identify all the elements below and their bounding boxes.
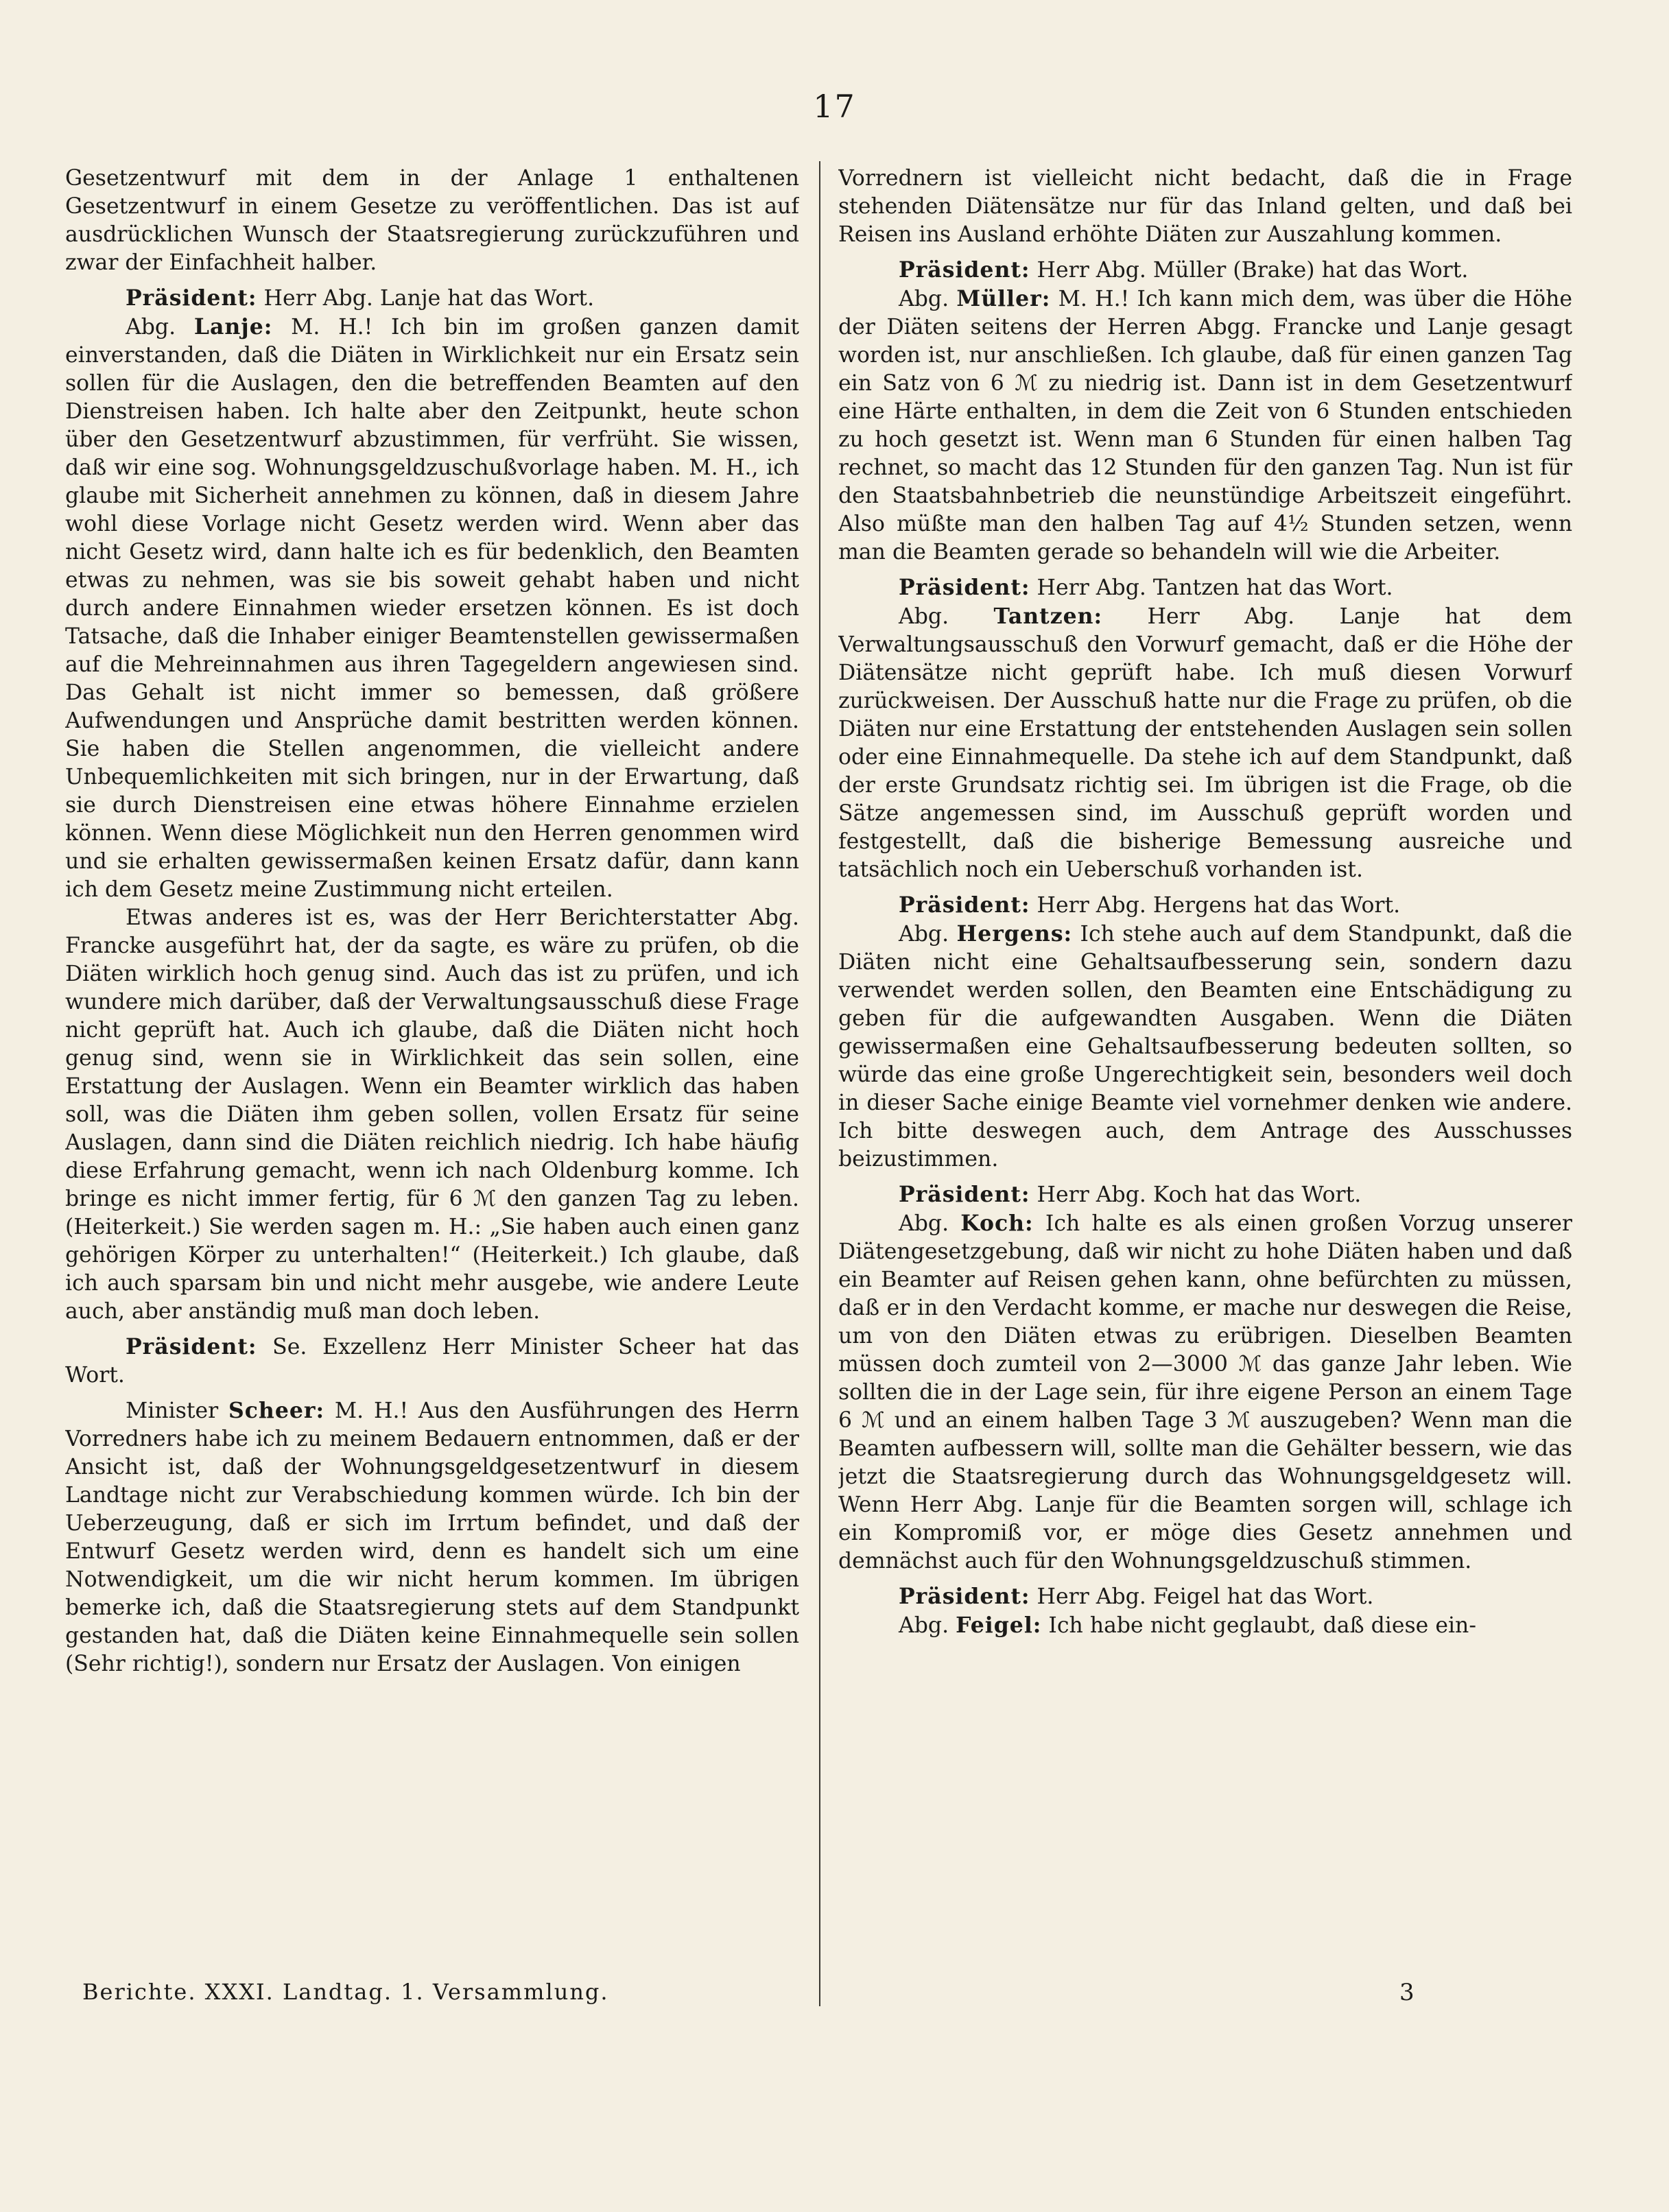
speaker-label: Hergens: (956, 921, 1073, 947)
paragraph-text: Herr Abg. Koch hat das Wort. (1030, 1182, 1362, 1207)
column-divider (819, 161, 820, 2006)
paragraph (838, 891, 1572, 920)
speaker-label: Präsident: (899, 257, 1030, 283)
paragraph (838, 1611, 1572, 1640)
speaker-prefix: Abg. (126, 315, 194, 340)
paragraph (65, 1396, 799, 1678)
paragraph-text: Herr Abg. Lanje hat das Wort. (257, 286, 595, 311)
paragraph (65, 1333, 799, 1390)
paragraph (838, 1209, 1572, 1575)
paragraph: Vorrednern ist vielleicht nicht bedacht, daß die in Frage stehenden Diätensätze nur für das Inland gelten, und daß bei Reisen ins Ausland erhöhte Diäten zur Auszahlung kommen. (838, 166, 1572, 247)
speaker-label: Präsident: (899, 1182, 1030, 1207)
paragraph (838, 1180, 1572, 1209)
page-number: 17 (813, 88, 856, 125)
speaker-prefix: Abg. (899, 287, 957, 311)
left-column (65, 165, 799, 2003)
paragraph-text: Se. Exzellenz Herr Minister Scheer hat das Wort. (65, 1335, 799, 1388)
paragraph-text: M. H.! Aus den Ausführungen des Herrn Vorredners habe ich zu meinem Bedauern entnommen, daß er der Ansicht ist, daß der Wohnungsgeldgesetzentwurf in diesem Landtage nicht zur Verabschiedung kommen würde. Ich bin der Ueberzeugung, daß er sich im Irrtum befindet, und daß der Entwurf Gesetz werden wird, denn es handelt sich um eine Notwendigkeit, um die wir nicht herum kommen. Im übrigen bemerke ich, daß die Staatsregierung stets auf dem Standpunkt gestanden hat, daß die Diäten keine Einnahmequelle sein sollen (Sehr richtig!), sondern nur Ersatz der Auslagen. Von einigen (65, 1399, 799, 1676)
paragraph-text: Ich halte es als einen großen Vorzug unserer Diätengesetzgebung, daß wir nicht zu hohe Diäten haben und daß ein Beamter auf Reisen gehen kann, ohne befürchten zu müssen, daß er in den Verdacht komme, er mache nur deswegen die Reise, um von den Diäten etwas zu erübrigen. Dieselben Beamten müssen doch zumteil von 2—3000 ℳ das ganze Jahr leben. Wie sollten die in der Lage sein, für ihre eigene Person an einem Tage 6 ℳ und an einem halben Tage 3 ℳ auszugeben? Wenn man die Beamten aufbessern will, sollte man die Gehälter bessern, wie das jetzt die Staatsregierung durch das Wohnungsgeldgesetz will. Wenn Herr Abg. Lanje für die Beamten sorgen will, schlage ich ein Kompromiß vor, er möge dies Gesetz annehmen und demnächst auch für den Wohnungsgeldzuschuß stimmen. (838, 1211, 1572, 1573)
paragraph: Gesetzentwurf mit dem in der Anlage 1 enthaltenen Gesetzentwurf in einem Gesetze zu veröffentlichen. Das ist auf ausdrücklichen Wunsch der Staatsregierung zurückzuführen und zwar der Einfachheit halber. (65, 166, 799, 275)
paragraph (838, 1582, 1572, 1611)
paragraph-text: Herr Abg. Lanje hat dem Verwaltungsausschuß den Vorwurf gemacht, daß er die Höhe der Diätensätze nicht geprüft habe. Ich muß diesen Vorwurf zurückweisen. Der Ausschuß hatte nur die Frage zu prüfen, ob die Diäten nur eine Erstattung der entstehenden Auslagen sein sollen oder eine Einnahmequelle. Da stehe ich auf dem Standpunkt, daß der erste Grundsatz richtig sei. Im übrigen ist die Frage, ob die Sätze angemessen sind, im Ausschuß geprüft worden und festgestellt, daß die bisherige Bemessung ausreiche und tatsächlich noch ein Ueberschuß vorhanden ist. (838, 604, 1572, 882)
speaker-label: Präsident: (126, 285, 257, 311)
paragraph-text: Ich stehe auch auf dem Standpunkt, daß die Diäten nicht eine Gehaltsaufbesserung sein, sondern dazu verwendet werden sollen, den Beamten eine Entschädigung zu geben für die aufgewandten Ausgaben. Wenn die Diäten gewissermaßen eine Gehaltsaufbesserung bedeuten sollten, so würde das eine große Ungerechtigkeit sein, besonders weil doch in dieser Sache einige Beamte viel vornehmer denken wie andere. Ich bitte deswegen auch, dem Antrage des Ausschusses beizustimmen. (838, 922, 1572, 1172)
paragraph (838, 602, 1572, 884)
paragraph (838, 285, 1572, 567)
right-column (838, 165, 1572, 2003)
paragraph: Etwas anderes ist es, was der Herr Berichterstatter Abg. Francke ausgeführt hat, der da sagte, es wäre zu prüfen, ob die Diäten wirklich hoch genug sind. Auch das ist zu prüfen, und ich wundere mich darüber, daß der Verwaltungsausschuß diese Frage nicht geprüft hat. Auch ich glaube, daß die Diäten nicht hoch genug sind, wenn sie in Wirklichkeit das sein sollen, eine Erstattung der Auslagen. Wenn ein Beamter wirklich das haben soll, was die Diäten ihm geben sollen, vollen Ersatz für seine Auslagen, dann sind die Diäten reichlich niedrig. Ich habe häufig diese Erfahrung gemacht, wenn ich nach Oldenburg komme. Ich bringe es nicht immer fertig, für 6 ℳ den ganzen Tag zu leben. (Heiterkeit.) Sie werden sagen m. H.: „Sie haben auch einen ganz gehörigen Körper zu unterhalten!“ (Heiterkeit.) Ich glaube, daß ich auch sparsam bin und nicht mehr ausgebe, wie andere Leute auch, aber anständig muß man doch leben. (65, 905, 799, 1324)
speaker-label: Feigel: (956, 1613, 1042, 1638)
speaker-label: Koch: (960, 1211, 1034, 1236)
page-footer: Berichte. XXXI. Landtag. 1. Versammlung. (82, 1979, 609, 2005)
speaker-label: Tantzen: (993, 604, 1103, 629)
paragraph-text: Herr Abg. Feigel hat das Wort. (1030, 1584, 1374, 1609)
speaker-label: Präsident: (126, 1334, 257, 1359)
speaker-prefix: Abg. (899, 604, 994, 629)
speaker-label: Müller: (956, 286, 1051, 311)
speaker-label: Präsident: (899, 1584, 1030, 1609)
paragraph (65, 313, 799, 904)
signature-mark: 3 (1399, 1979, 1414, 2006)
speaker-prefix: Abg. (899, 1613, 956, 1638)
speaker-label: Präsident: (899, 892, 1030, 918)
speaker-label: Scheer: (228, 1398, 325, 1423)
speaker-prefix: Abg. (899, 922, 957, 947)
speaker-prefix: Minister (126, 1399, 228, 1423)
paragraph-text: Ich habe nicht geglaubt, daß diese ein- (1041, 1613, 1476, 1638)
speaker-label: Lanje: (193, 314, 273, 340)
paragraph-text: Herr Abg. Hergens hat das Wort. (1030, 893, 1401, 918)
paragraph (838, 920, 1572, 1174)
speaker-label: Präsident: (899, 575, 1030, 600)
paragraph (65, 284, 799, 313)
paragraph-text: M. H.! Ich bin im großen ganzen damit einverstanden, daß die Diäten in Wirklichkeit nur ein Ersatz sein sollen für die Auslagen, den die betreffenden Beamten auf den Dienstreisen haben. Ich halte aber den Zeitpunkt, heute schon über den Gesetzentwurf abzustimmen, für verfrüht. Sie wissen, daß wir eine sog. Wohnungsgeldzuschußvorlage haben. M. H., ich glaube mit Sicherheit annehmen zu können, daß in diesem Jahre wohl diese Vorlage nicht Gesetz werden wird. Wenn aber das nicht Gesetz wird, dann halte ich es für bedenklich, den Beamten etwas zu nehmen, was sie bis soweit gehabt haben und nicht durch andere Einnahmen wieder ersetzen können. Es ist doch Tatsache, daß die Inhaber einiger Beamtenstellen gewissermaßen auf die Mehreinnahmen aus ihren Tagegeldern angewiesen sind. Das Gehalt ist nicht immer so bemessen, daß größere Aufwendungen und Ansprüche damit bestritten werden können. Sie haben die Stellen angenommen, die vielleicht andere Unbequemlichkeiten mit sich bringen, nur in der Erwartung, daß sie durch Dienstreisen eine etwas höhere Einnahme erzielen können. Wenn diese Möglichkeit nun den Herren genommen wird und sie erhalten gewissermaßen keinen Ersatz dafür, dann kann ich dem Gesetz meine Zustimmung nicht erteilen. (65, 315, 799, 902)
speaker-prefix: Abg. (899, 1211, 961, 1236)
paragraph (838, 573, 1572, 602)
paragraph-text: Herr Abg. Müller (Brake) hat das Wort. (1030, 258, 1469, 283)
paragraph-text: M. H.! Ich kann mich dem, was über die Höhe der Diäten seitens der Herren Abgg. Francke und Lanje gesagt worden ist, nur anschließen. Ich glaube, daß für einen ganzen Tag ein Satz von 6 ℳ zu niedrig ist. Dann ist in dem Gesetzentwurf eine Härte enthalten, in dem die Zeit von 6 Stunden entschieden zu hoch gesetzt ist. Wenn man 6 Stunden für einen halben Tag rechnet, so macht das 12 Stunden für den ganzen Tag. Nun ist für den Staatsbahnbetrieb die neunstündige Arbeitszeit eingeführt. Also müßte man den halben Tag auf 4½ Stunden setzen, wenn man die Beamten gerade so behandeln will wie die Arbeiter. (838, 287, 1572, 564)
paragraph-text: Herr Abg. Tantzen hat das Wort. (1030, 575, 1393, 600)
paragraph (838, 256, 1572, 285)
